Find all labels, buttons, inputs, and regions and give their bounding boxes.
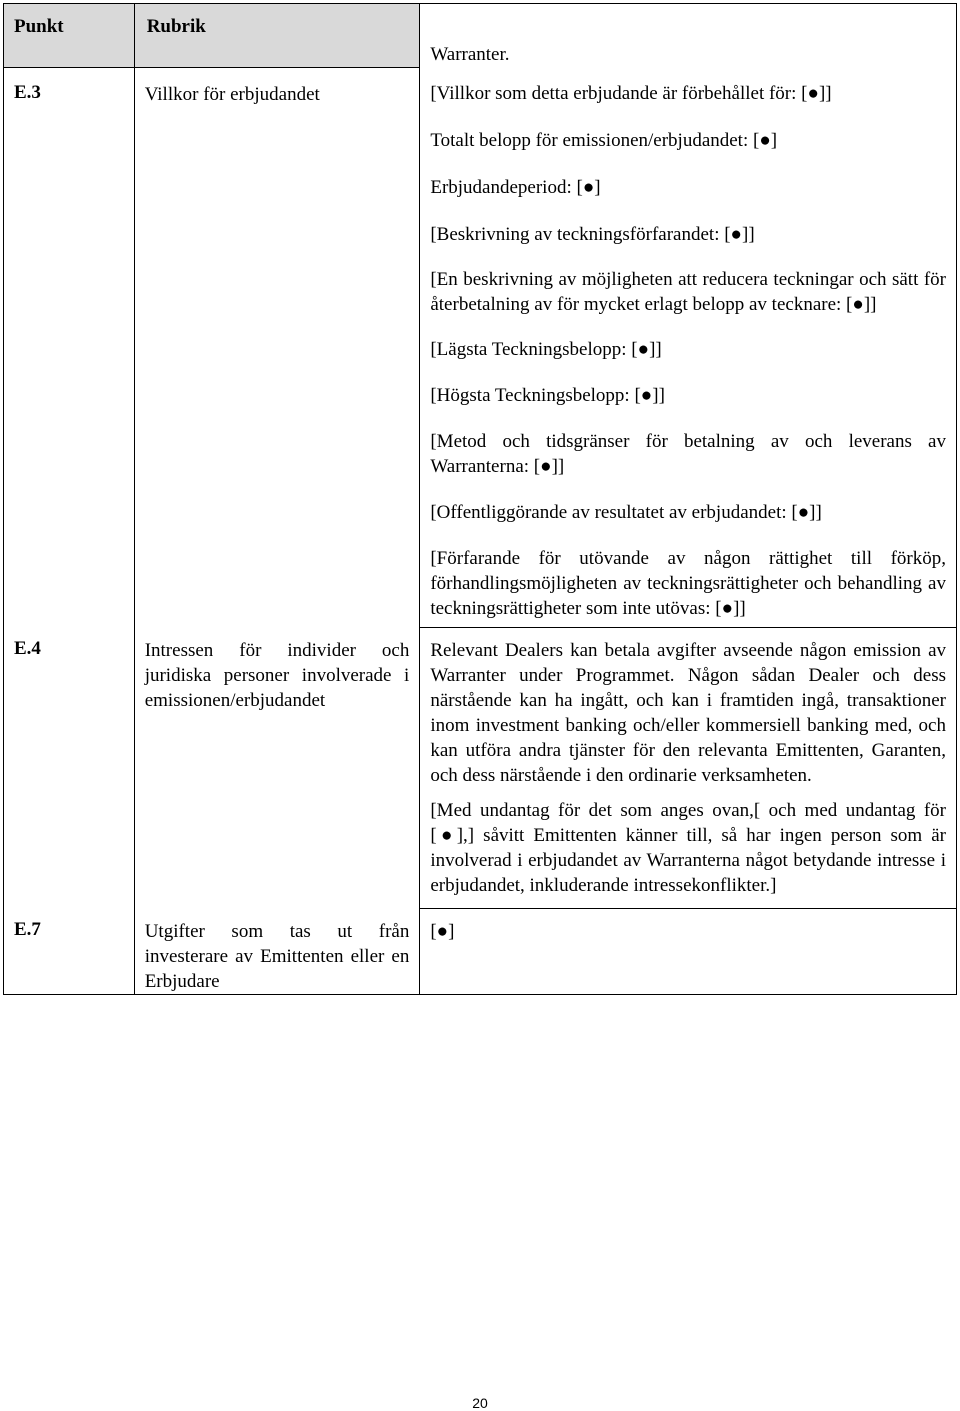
table-row-e4 [4, 628, 957, 909]
table-header-row [4, 4, 957, 68]
paragraph: [Högsta Teckningsbelopp: [●]] [430, 385, 665, 406]
page-number: 20 [472, 1395, 488, 1411]
punkt-e4: E.4 [14, 637, 41, 659]
content-e3 [420, 67, 956, 621]
table-row-e3 [4, 67, 957, 628]
rubrik-e7: Utgifter som tas ut från investerare av Emittenten eller en Erbjudare [144, 920, 410, 992]
punkt-cell [4, 909, 135, 995]
paragraph: Totalt belopp för emissionen/erbjudandet: [●] [430, 130, 778, 151]
paragraph: [En beskrivning av möjligheten att reducera teckningar och sätt för återbetalning av för mycket erlagt belopp av tecknare: [●]] [430, 269, 946, 315]
paragraph: [Med undantag för det som anges ovan,[ och med undantag för [●],] såvitt Emittenten känner till, så har ingen person som är involverad i erbjudandet av Warranterna något betydande intresse i erbjudandet, inkluderande intressekonflikter.] [430, 800, 946, 896]
carry-over-text: Warranter. [430, 44, 510, 65]
paragraph: [Offentliggörande av resultatet av erbjudandet: [●]] [430, 502, 822, 523]
rubrik-cell [134, 628, 420, 909]
header-content-cell [420, 4, 957, 68]
punkt-e3: E.3 [14, 81, 41, 103]
paragraph: Relevant Dealers kan betala avgifter avseende någon emission av Warranter under Programmet. Någon sådan Dealer och dess närstående kan ha ingått, och kan i framtiden ingå, transaktioner inom investment banking och/eller kommersiell banking med, och kan utföra andra tjänster för den relevanta Emittenten, Garanten, och dess närstående i den ordinarie verksamheten. [430, 640, 946, 786]
content-cell-e4 [420, 628, 957, 909]
rubrik-cell [134, 909, 420, 995]
content-cell-e7 [420, 909, 957, 995]
content-cell-e3 [420, 67, 957, 628]
rubrik-cell [134, 67, 420, 628]
header-rubrik: Rubrik [146, 16, 206, 37]
header-punkt: Punkt [14, 16, 64, 37]
punkt-cell [4, 67, 135, 628]
paragraph: [Metod och tidsgränser för betalning av och leverans av Warranterna: [●]] [430, 431, 946, 477]
header-punkt-cell [4, 4, 135, 68]
punkt-cell [4, 628, 135, 909]
paragraph: [Beskrivning av teckningsförfarandet: [●]] [430, 224, 755, 245]
table-row-e7 [4, 909, 957, 995]
rubrik-e4: Intressen för individer och juridiska personer involverade i emissionen/erbjudandet [144, 639, 410, 711]
header-rubrik-cell [134, 4, 420, 68]
paragraph: [Lägsta Teckningsbelopp: [●]] [430, 339, 662, 360]
rubrik-e3: Villkor för erbjudandet [144, 83, 320, 105]
content-e4 [420, 628, 956, 898]
content-e7 [420, 909, 956, 944]
paragraph: [Förfarande för utövande av någon rättighet till förköp, förhandlingsmöjligheten av teckningsrättigheter och behandling av teckningsrättigheter som inte utövas: [●]] [430, 548, 946, 619]
summary-table [3, 3, 957, 995]
paragraph: [●] [430, 921, 455, 942]
paragraph: Erbjudandeperiod: [●] [430, 177, 601, 198]
punkt-e7: E.7 [14, 918, 41, 940]
paragraph: [Villkor som detta erbjudande är förbehållet för: [●]] [430, 83, 832, 104]
